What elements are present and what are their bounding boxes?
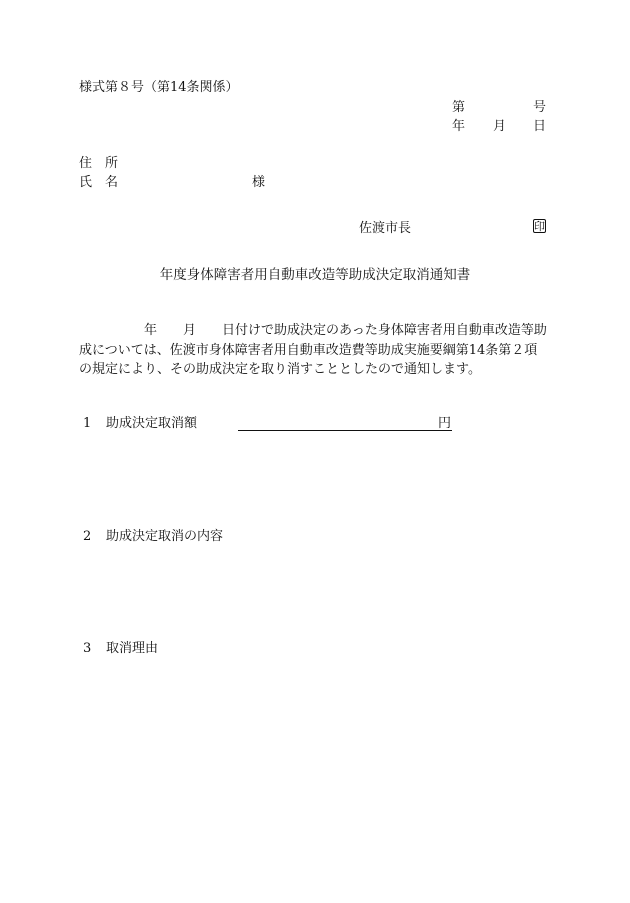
document-title: 年度身体障害者用自動車改造等助成決定取消通知書 <box>159 267 471 283</box>
date-month: 月 <box>493 119 507 134</box>
body-line: 成については、佐渡市身体障害者用自動車改造費等助成実施要綱第14条第２項 <box>79 342 538 358</box>
body-line: の規定により、その助成決定を取り消すこととしたので通知します。 <box>79 362 481 377</box>
issuer-name: 佐渡市長 <box>359 221 412 236</box>
item-3-number: 3 <box>83 641 92 656</box>
item-1-label: 助成決定取消額 <box>106 416 198 431</box>
amount-blank-line <box>238 430 452 431</box>
item-1-number: 1 <box>83 416 92 431</box>
form-number: 様式第８号（第14条関係） <box>79 80 239 95</box>
seal-stamp: 印 <box>534 220 545 233</box>
number-suffix: 号 <box>533 100 547 115</box>
address-label: 住 所 <box>79 156 119 171</box>
number-prefix: 第 <box>452 100 466 115</box>
honorific: 様 <box>252 175 266 190</box>
item-2-number: 2 <box>83 529 92 544</box>
body-paragraph <box>79 321 551 380</box>
item-3-label: 取消理由 <box>106 641 159 656</box>
date-year: 年 <box>452 119 466 134</box>
amount-unit: 円 <box>438 416 452 431</box>
name-label: 氏 名 <box>79 175 119 190</box>
item-2-label: 助成決定取消の内容 <box>106 529 224 544</box>
body-line: 年 月 日付けで助成決定のあった身体障害者用自動車改造等助 <box>79 323 547 338</box>
date-day: 日 <box>533 119 547 134</box>
